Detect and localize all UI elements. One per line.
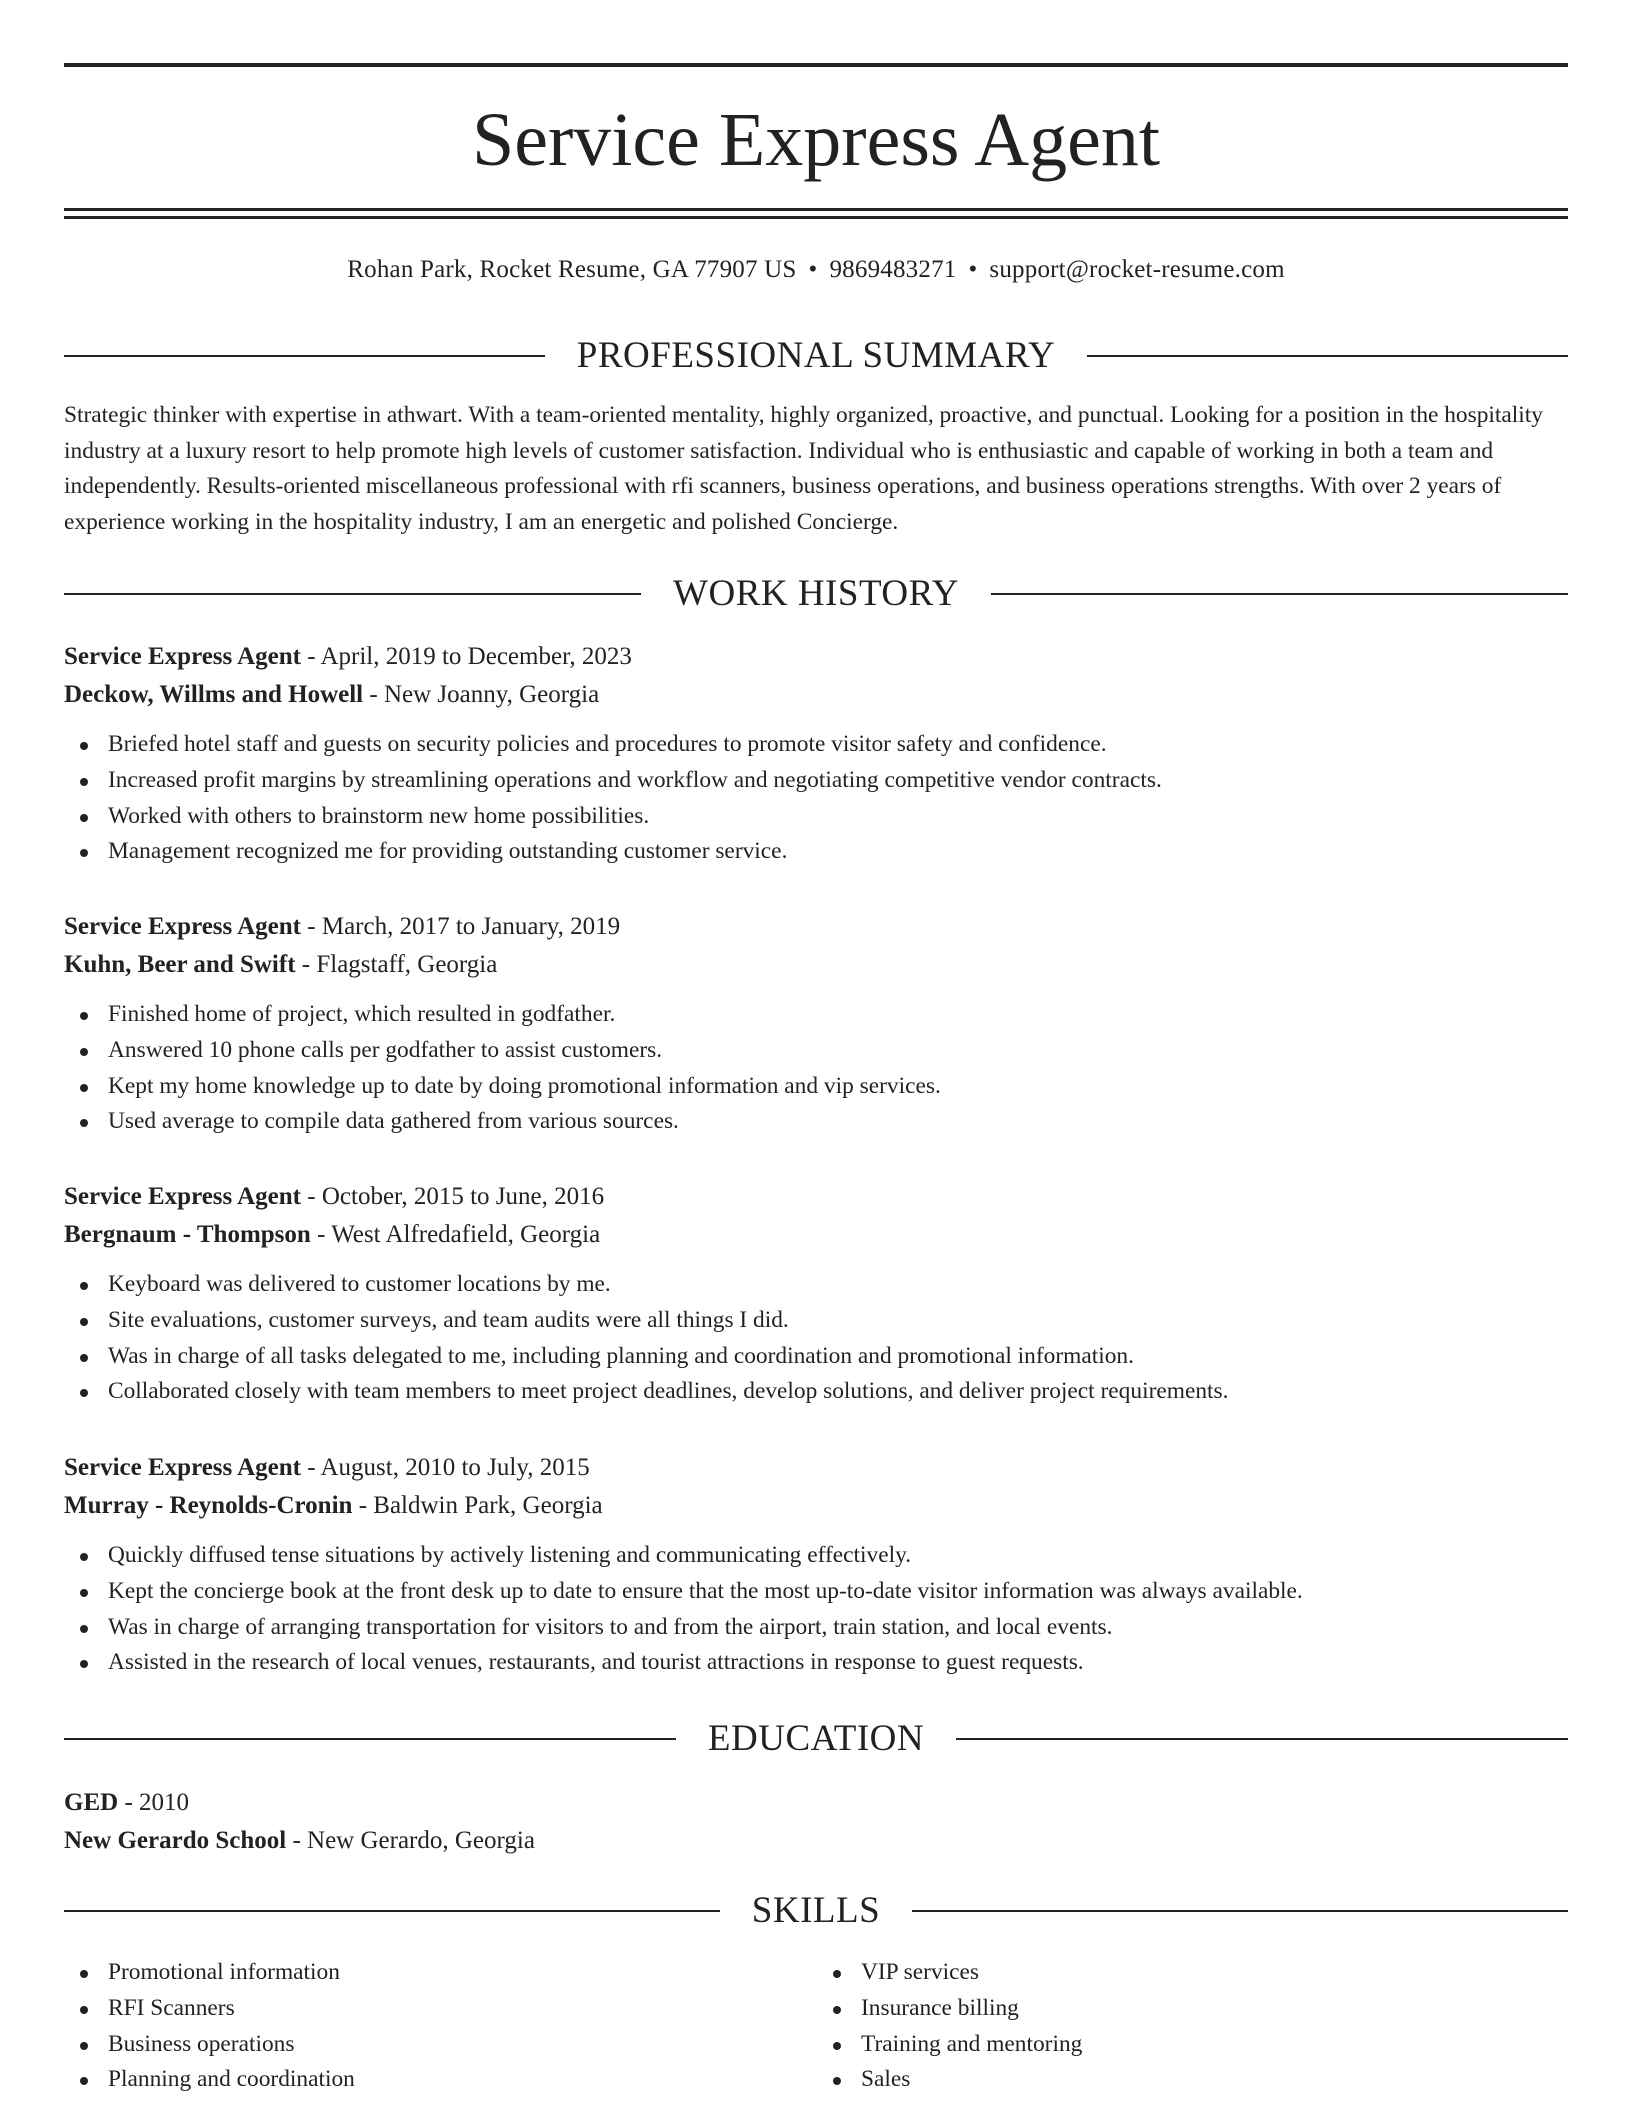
- degree-year: 2010: [139, 1789, 190, 1816]
- list-item: Business operations: [64, 2027, 815, 2063]
- heading-rule-left: [64, 355, 545, 357]
- job-company-line: [64, 1216, 1568, 1254]
- job-title-line: [64, 908, 1568, 946]
- job-bullets: [64, 727, 1568, 870]
- list-item: Collaborated closely with team members to meet project deadlines, develop solutions, and deliver project requirements.: [64, 1374, 1568, 1410]
- list-item: Briefed hotel staff and guests on security policies and procedures to promote visitor safety and confidence.: [64, 727, 1568, 763]
- skills-column-right: [817, 1955, 1568, 2098]
- top-rule: [64, 63, 1568, 67]
- job-dates: March, 2017 to January, 2019: [321, 913, 621, 940]
- school-location: New Gerardo, Georgia: [307, 1827, 535, 1854]
- dash: -: [118, 1789, 140, 1816]
- job-title-line: [64, 1449, 1568, 1487]
- section-title: PROFESSIONAL SUMMARY: [576, 335, 1056, 376]
- job-entry: [64, 1178, 1568, 1410]
- section-title: WORK HISTORY: [673, 573, 959, 614]
- job-dates: October, 2015 to June, 2016: [321, 1183, 605, 1210]
- list-item: Site evaluations, customer surveys, and team audits were all things I did.: [64, 1303, 1568, 1339]
- job-location: Flagstaff, Georgia: [316, 951, 498, 978]
- job-dates: April, 2019 to December, 2023: [320, 643, 632, 670]
- job-company-line: [64, 946, 1568, 984]
- job-entry: [64, 638, 1568, 870]
- job-title: Service Express Agent: [64, 913, 302, 940]
- list-item: Sales: [817, 2062, 1568, 2098]
- list-item: Assisted in the research of local venues, restaurants, and tourist attractions in response to guest requests.: [64, 1645, 1568, 1681]
- list-item: Management recognized me for providing outstanding customer service.: [64, 834, 1568, 870]
- job-company: Murray - Reynolds-Cronin: [64, 1492, 353, 1519]
- contact-phone: 9869483271: [829, 256, 957, 283]
- list-item: Answered 10 phone calls per godfather to assist customers.: [64, 1033, 1568, 1069]
- job-location: New Joanny, Georgia: [383, 681, 600, 708]
- job-company: Bergnaum - Thompson: [64, 1221, 311, 1248]
- dash: -: [301, 643, 321, 670]
- summary-text: Strategic thinker with expertise in athwart. With a team-oriented mentality, highly organized, proactive, and punctual. Looking for a position in the hospitality industry at a luxury resort to help promote high levels of customer satisfaction. Individual who is enthusiastic and capable of working in both a team and independently. Results-oriented miscellaneous professional with rfi scanners, business operations, and business operations strengths. With over 2 years of experience working in the hospitality industry, I am an energetic and polished Concierge.: [64, 402, 1543, 535]
- heading-rule-right: [1087, 355, 1568, 357]
- dash: -: [295, 951, 317, 978]
- school-line: [64, 1822, 1568, 1860]
- list-item: Insurance billing: [817, 1991, 1568, 2027]
- list-item: RFI Scanners: [64, 1991, 815, 2027]
- dash: -: [301, 1183, 322, 1210]
- job-entry: [64, 1449, 1568, 1681]
- section-title: SKILLS: [751, 1890, 881, 1931]
- title-rule-lower: [64, 216, 1568, 219]
- job-dates: August, 2010 to July, 2015: [320, 1454, 590, 1481]
- dash: -: [310, 1221, 332, 1248]
- heading-rule-right: [991, 593, 1568, 595]
- dash: -: [301, 1454, 321, 1481]
- job-bullets: [64, 1267, 1568, 1410]
- list-item: Finished home of project, which resulted in godfather.: [64, 997, 1568, 1033]
- list-item: Worked with others to brainstorm new home possibilities.: [64, 799, 1568, 835]
- title-rule-upper: [64, 208, 1568, 211]
- job-company-line: [64, 1487, 1568, 1525]
- list-item: Increased profit margins by streamlining operations and workflow and negotiating competitive vendor contracts.: [64, 763, 1568, 799]
- page-title: Service Express Agent: [471, 98, 1161, 182]
- skills-list: [64, 1955, 1568, 2098]
- heading-rule-left: [64, 1910, 720, 1912]
- list-item: Used average to compile data gathered from various sources.: [64, 1104, 1568, 1140]
- dash: -: [286, 1827, 308, 1854]
- list-item: VIP services: [817, 1955, 1568, 1991]
- job-company: Kuhn, Beer and Swift: [64, 951, 296, 978]
- job-entry: [64, 908, 1568, 1140]
- list-item: Promotional information: [64, 1955, 815, 1991]
- job-location: West Alfredafield, Georgia: [331, 1221, 601, 1248]
- job-title-line: [64, 638, 1568, 676]
- heading-rule-left: [64, 593, 641, 595]
- contact-address: Rohan Park, Rocket Resume, GA 77907 US: [347, 256, 797, 283]
- degree-line: [64, 1784, 1568, 1822]
- section-title: EDUCATION: [707, 1718, 925, 1759]
- section-heading-education: [64, 1717, 1568, 1761]
- list-item: Was in charge of all tasks delegated to me, including planning and coordination and promotional information.: [64, 1339, 1568, 1375]
- contact-line: [64, 254, 1568, 286]
- job-location: Baldwin Park, Georgia: [373, 1492, 603, 1519]
- contact-separator: •: [808, 256, 818, 283]
- job-bullets: [64, 997, 1568, 1140]
- dash: -: [301, 913, 322, 940]
- heading-rule-left: [64, 1738, 676, 1740]
- school-name: New Gerardo School: [64, 1827, 287, 1854]
- list-item: Planning and coordination: [64, 2062, 815, 2098]
- job-title: Service Express Agent: [64, 643, 302, 670]
- section-heading-summary: [64, 334, 1568, 378]
- job-company-line: [64, 676, 1568, 714]
- contact-separator: •: [968, 256, 978, 283]
- skills-column-left: [64, 1955, 815, 2098]
- list-item: Kept my home knowledge up to date by doing promotional information and vip services.: [64, 1069, 1568, 1105]
- job-title-line: [64, 1178, 1568, 1216]
- list-item: Quickly diffused tense situations by actively listening and communicating effectively.: [64, 1538, 1568, 1574]
- list-item: Keyboard was delivered to customer locations by me.: [64, 1267, 1568, 1303]
- education-entry: [64, 1784, 1568, 1860]
- section-heading-skills: [64, 1889, 1568, 1933]
- job-company: Deckow, Willms and Howell: [64, 681, 364, 708]
- section-heading-work: [64, 572, 1568, 616]
- job-title: Service Express Agent: [64, 1454, 302, 1481]
- heading-rule-right: [912, 1910, 1568, 1912]
- list-item: Kept the concierge book at the front desk up to date to ensure that the most up-to-date visitor information was always available.: [64, 1574, 1568, 1610]
- dash: -: [363, 681, 384, 708]
- dash: -: [352, 1492, 374, 1519]
- degree: GED: [64, 1789, 119, 1816]
- job-bullets: [64, 1538, 1568, 1681]
- job-title: Service Express Agent: [64, 1183, 302, 1210]
- heading-rule-right: [956, 1738, 1568, 1740]
- list-item: Training and mentoring: [817, 2027, 1568, 2063]
- contact-email: support@rocket-resume.com: [989, 256, 1285, 283]
- list-item: Was in charge of arranging transportation for visitors to and from the airport, train station, and local events.: [64, 1610, 1568, 1646]
